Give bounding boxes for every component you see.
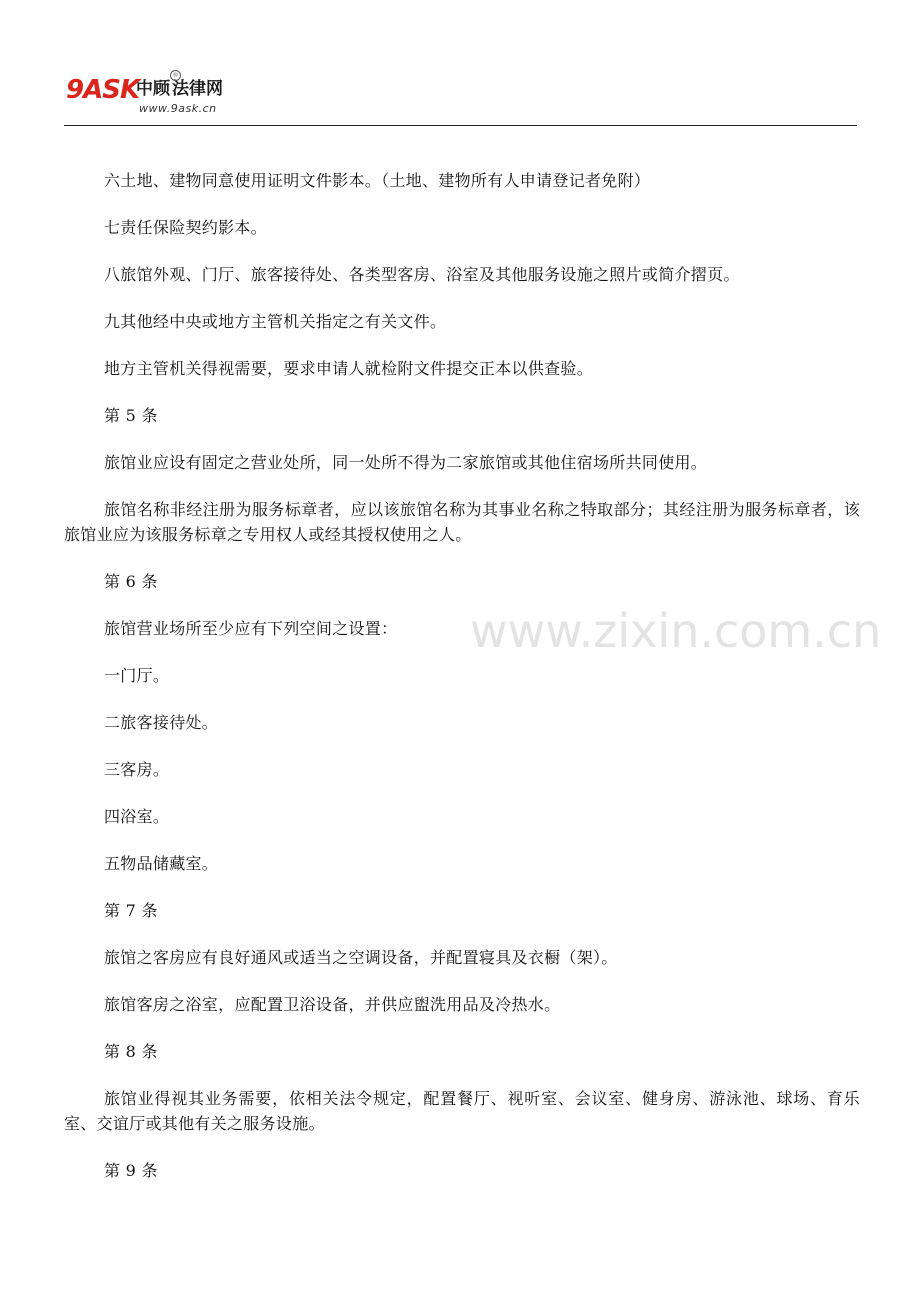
logo-mark [66, 76, 139, 104]
paragraph: 旅馆业应设有固定之营业处所，同一处所不得为二家旅馆或其他住宿场所共同使用。 [104, 453, 708, 472]
list-item: 三客房。 [104, 760, 170, 779]
paragraph: 旅馆之客房应有良好通风或适当之空调设备，并配置寝具及衣橱（架）。 [104, 948, 618, 967]
paragraph: 六土地、建物同意使用证明文件影本。（土地、建物所有人申请登记者免附） [104, 171, 651, 190]
list-item: 五物品储藏室。 [104, 854, 219, 873]
site-logo[interactable] [64, 70, 324, 120]
logo-cn-part2: 法律网 [172, 79, 223, 99]
paragraph: 旅馆客房之浴室，应配置卫浴设备，并供应盥洗用品及冷热水。 [104, 995, 561, 1014]
logo-ask: ASK [83, 75, 140, 105]
logo-nine: 9 [66, 75, 84, 105]
logo-url: www.9ask.cn [139, 102, 217, 115]
logo-chinese-name [136, 78, 223, 100]
paragraph: 九其他经中央或地方主管机关指定之有关文件。 [104, 312, 447, 331]
paragraph: 旅馆名称非经注册为服务标章者，应以该旅馆名称为其事业名称之特取部分；其经注册为服务标章者，该旅馆业应为该服务标章之专用权人或经其授权使用之人。 [64, 500, 860, 544]
paragraph: 旅馆营业场所至少应有下列空间之设置： [104, 619, 398, 638]
article-heading: 第 7 条 [104, 901, 158, 920]
list-item: 四浴室。 [104, 807, 170, 826]
list-item: 二旅客接待处。 [104, 713, 219, 732]
article-heading: 第 6 条 [104, 572, 158, 591]
article-heading: 第 9 条 [104, 1161, 158, 1180]
paragraph: 地方主管机关得视需要，要求申请人就检附文件提交正本以供查验。 [104, 359, 594, 378]
page-header [64, 70, 857, 126]
paragraph: 七责任保险契约影本。 [104, 218, 268, 237]
header-divider [64, 125, 857, 126]
document-body [64, 168, 860, 1205]
article-heading: 第 8 条 [104, 1042, 158, 1061]
logo-cn-part1: 中顾 [136, 79, 170, 99]
registered-mark-icon: ® [170, 70, 181, 81]
paragraph: 八旅馆外观、门厅、旅客接待处、各类型客房、浴室及其他服务设施之照片或简介摺页。 [104, 265, 740, 284]
list-item: 一门厅。 [104, 666, 170, 685]
paragraph: 旅馆业得视其业务需要，依相关法令规定，配置餐厅、视听室、会议室、健身房、游泳池、球场、育乐室、交谊厅或其他有关之服务设施。 [64, 1089, 860, 1133]
watermark: www.zixin.com.cn [470, 604, 882, 658]
article-heading: 第 5 条 [104, 406, 158, 425]
